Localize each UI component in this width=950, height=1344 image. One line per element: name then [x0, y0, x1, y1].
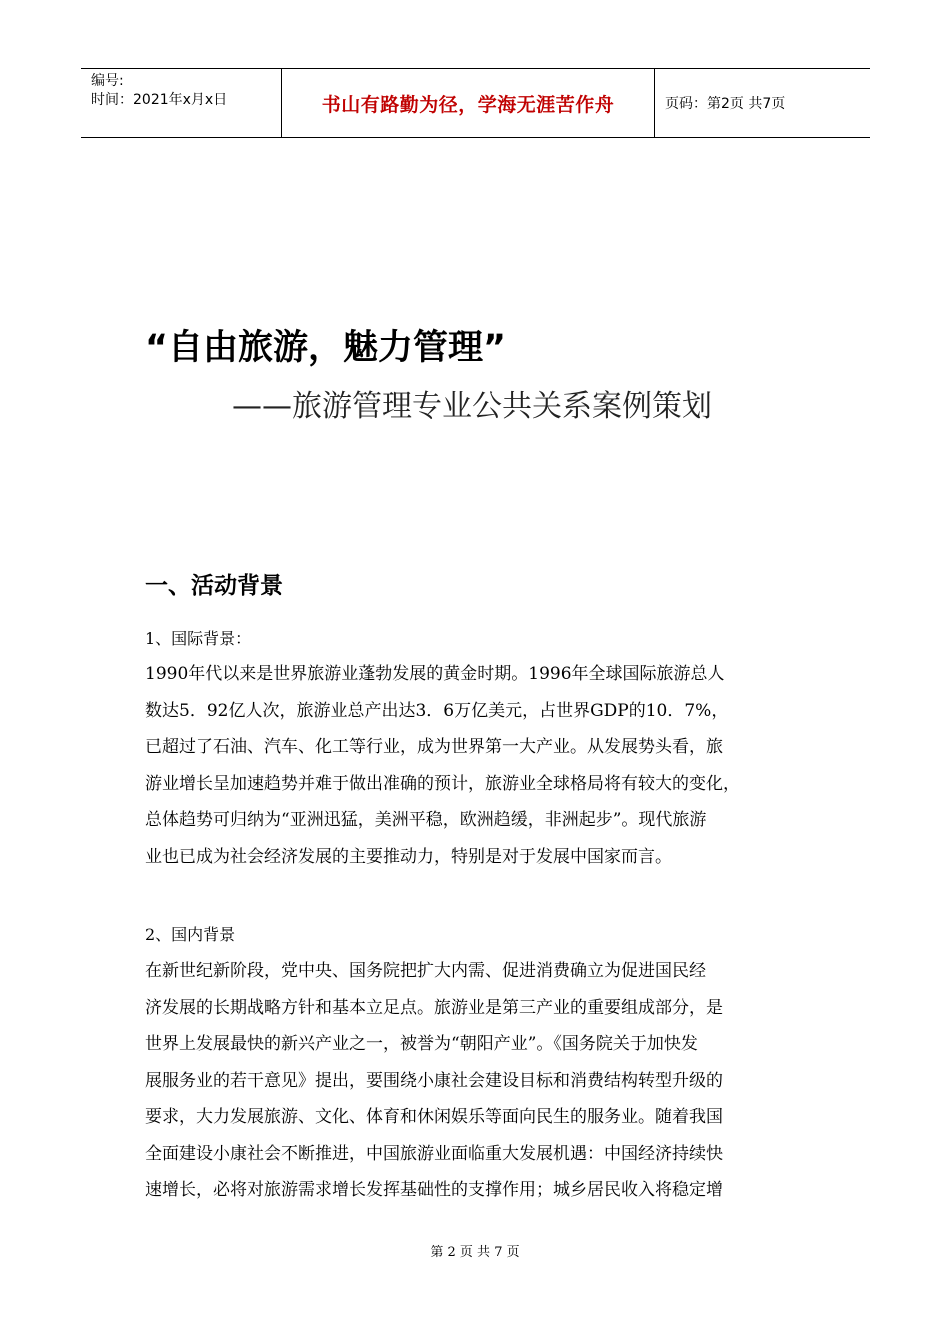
header-time-label: 时间：2021年x月x日 — [91, 92, 228, 108]
paragraph-line: 数达5．92亿人次，旅游业总产出达3．6万亿美元，占世界GDP的10．7%， — [145, 700, 729, 721]
paragraph-line: 要求，大力发展旅游、文化、体育和休闲娱乐等面向民生的服务业。随着我国 — [145, 1107, 723, 1127]
paragraph-line: 在新世纪新阶段，党中央、国务院把扩大内需、促进消费确立为促进国民经 — [145, 961, 706, 981]
paragraph-line: 全面建设小康社会不断推进，中国旅游业面临重大发展机遇：中国经济持续快 — [145, 1143, 723, 1164]
section-heading: 一、活动背景 — [145, 573, 283, 599]
paragraph-line: 1990年代以来是世界旅游业蓬勃发展的黄金时期。1996年全球国际旅游总人 — [145, 664, 725, 684]
paragraph-line: 业也已成为社会经济发展的主要推动力，特别是对于发展中国家而言。 — [145, 846, 672, 867]
document-subtitle: ——旅游管理专业公共关系案例策划 — [232, 389, 712, 424]
header-page-info: 页码：第2页 共7页 — [665, 96, 786, 112]
paragraph-line: 速增长，必将对旅游需求增长发挥基础性的支撑作用；城乡居民收入将稳定增 — [145, 1180, 723, 1200]
header-motto: 书山有路勤为径，学海无涯苦作舟 — [282, 69, 655, 137]
paragraph-line: 济发展的长期战略方针和基本立足点。旅游业是第三产业的重要组成部分，是 — [145, 997, 723, 1018]
international-background-paragraph — [145, 656, 825, 875]
paragraph-line: 总体趋势可归纳为“亚洲迅猛，美洲平稳，欧洲趋缓，非洲起步”。现代旅游 — [145, 810, 707, 830]
document-header — [81, 68, 870, 138]
document-title: “自由旅游，魅力管理” — [145, 328, 507, 368]
international-background-heading: 1、国际背景： — [145, 629, 252, 648]
domestic-background-paragraph — [145, 953, 825, 1209]
page-footer: 第 2 页 共 7 页 — [430, 1245, 520, 1260]
header-meta-cell — [81, 69, 282, 137]
paragraph-line: 游业增长呈加速趋势并难于做出准确的预计，旅游业全球格局将有较大的变化， — [145, 773, 740, 794]
domestic-background-heading: 2、国内背景 — [145, 925, 236, 944]
paragraph-line: 已超过了石油、汽车、化工等行业，成为世界第一大产业。从发展势头看，旅 — [145, 737, 723, 757]
header-number-label: 编号: — [91, 73, 124, 89]
paragraph-line: 展服务业的若干意见》提出，要围绕小康社会建设目标和消费结构转型升级的 — [145, 1070, 723, 1091]
paragraph-line: 世界上发展最快的新兴产业之一，被誉为“朝阳产业”。《国务院关于加快发 — [145, 1034, 698, 1054]
